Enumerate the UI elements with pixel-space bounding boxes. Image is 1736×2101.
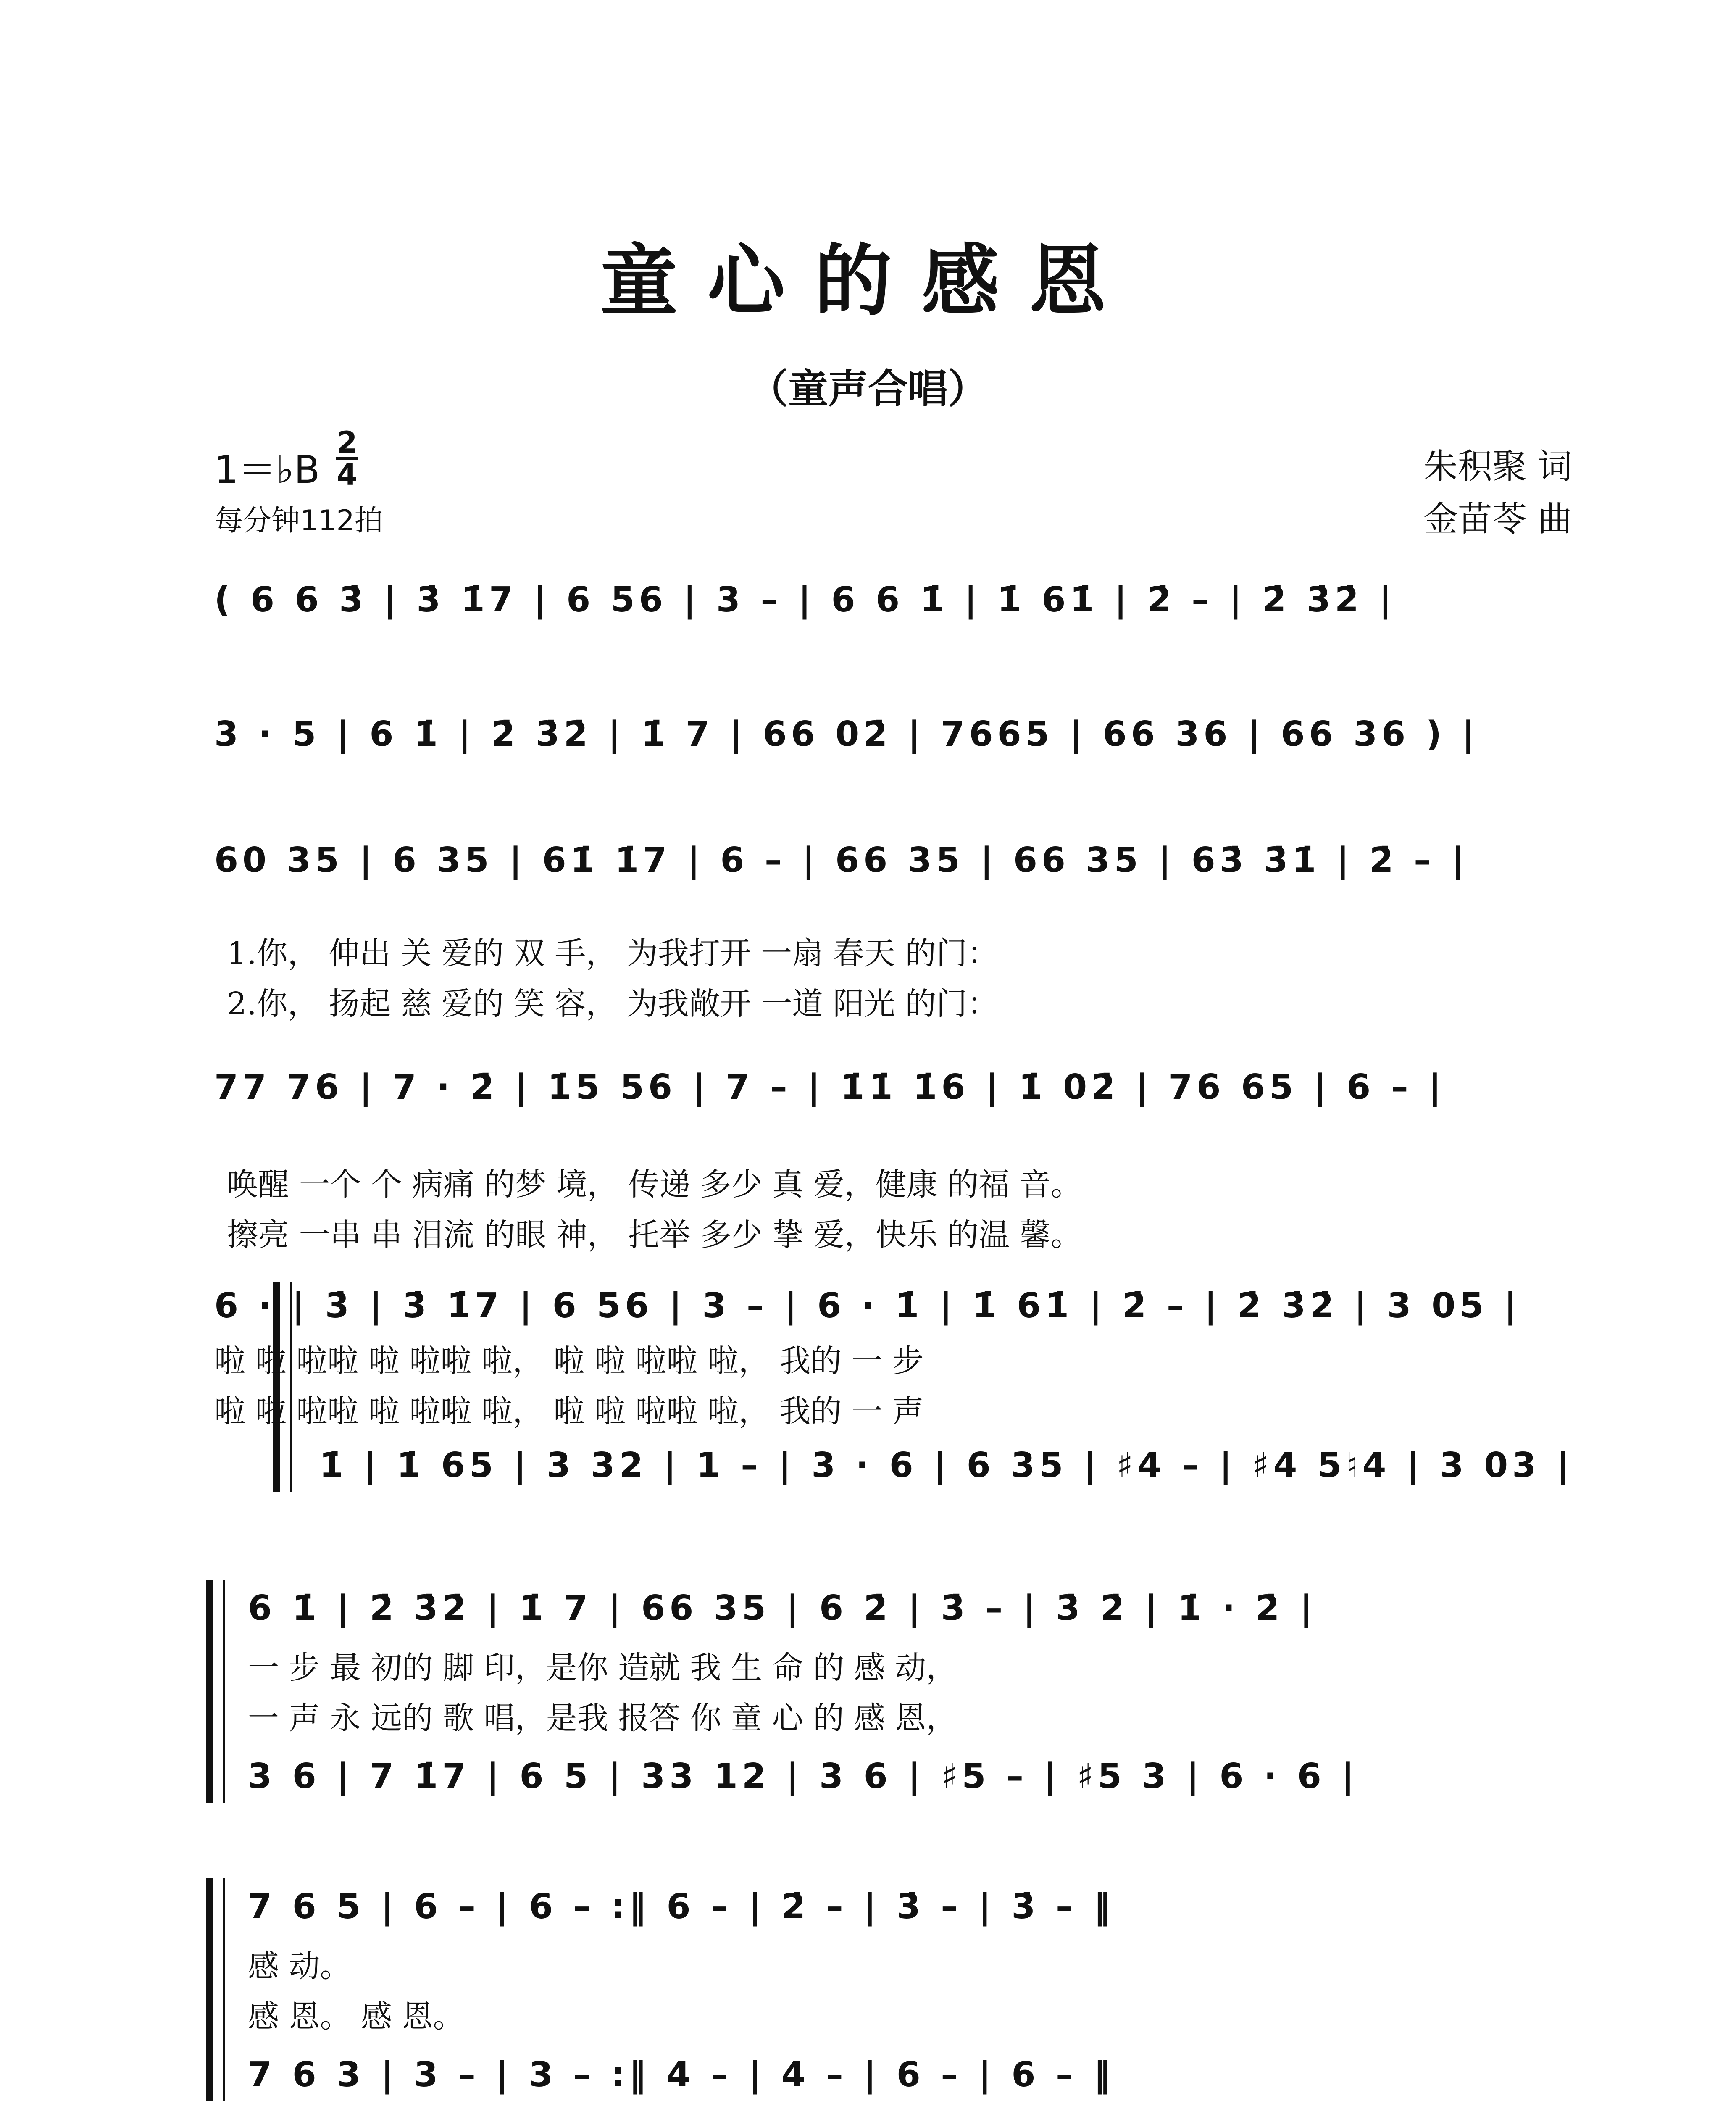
lyrics-line-4-verse2: 擦亮 一串 串 泪流 的眼 神， 托举 多少 挚 爱，快乐 的温 馨。: [227, 1217, 1082, 1253]
lyrics-line-6-verse2: 一 声 永 远的 歌 唱，是我 报答 你 童 心 的 感 恩，: [248, 1700, 957, 1736]
time-signature-top: 2: [337, 425, 358, 460]
lyrics-line-5-verse1: 啦 啦 啦啦 啦 啦啦 啦， 啦 啦 啦啦 啦， 我的 一 步: [214, 1343, 924, 1379]
notation-line-6-lower: 3 6 | 7 1̇7 | 6 5 | 33 12 | 3 6 | ♯5 – | ♯5 3 | 6 · 6 |: [248, 1756, 1359, 1796]
lyrics-line-3-verse2: 2.你， 扬起 慈 爱的 笑 容， 为我敞开 一道 阳光 的门：: [227, 986, 999, 1022]
lyrics-line-4-verse1: 唤醒 一个 个 病痛 的梦 境， 传递 多少 真 爱，健康 的福 音。: [227, 1166, 1082, 1203]
notation-line-6-upper: 6 1̇ | 2̇ 3̇2̇ | 1̇ 7 | 66 35 | 6 2̇ | 3̇ – | 3̇ 2̇ | 1̇ · 2̇ |: [248, 1588, 1317, 1628]
lyricist-credit: 朱积聚 词: [1423, 447, 1572, 487]
lyrics-line-6-verse1: 一 步 最 初的 脚 印，是你 造就 我 生 命 的 感 动，: [248, 1650, 957, 1686]
composer-credit: 金苗苓 曲: [1423, 499, 1572, 539]
subtitle: （童声合唱）: [748, 366, 988, 412]
lyrics-line-7-verse2: 感 恩。 感 恩。: [248, 1998, 464, 2035]
lyrics-line-7-verse1: 感 动。: [248, 1948, 351, 1984]
tempo-marking: 每分钟112拍: [214, 504, 383, 537]
notation-line-5-upper: 6 · | 3̇ | 3̇ 1̇7 | 6 56 | 3 – | 6 · 1̇ | 1̇ 61̇ | 2̇ – | 2̇ 3̇2̇ | 3 05 |: [214, 1286, 1521, 1326]
notation-line-7-middle: 7 6 3 | 3 – | 3 – :‖ 4 – | 4 – | 6 – | 6 – ‖: [248, 2055, 1115, 2095]
page-title: 童心的感恩: [600, 235, 1136, 326]
time-signature-bottom: 4: [337, 458, 358, 492]
notation-line-1: ( 6 6 3̇ | 3̇ 1̇7 | 6 56 | 3 – | 6 6 1̇ | 1̇ 61̇ | 2̇ – | 2̇ 3̇2̇ |: [214, 580, 1396, 620]
time-signature: [336, 425, 358, 492]
notation-line-4: 77 76 | 7 · 2̇ | 1̇5 56 | 7 – | 1̇1̇ 1̇6 | 1̇ 02̇ | 76 65 | 6 – |: [214, 1067, 1446, 1107]
system-bracket-line-6: [223, 1580, 225, 1803]
lyrics-line-5-verse2: 啦 啦 啦啦 啦 啦啦 啦， 啦 啦 啦啦 啦， 我的 一 声: [214, 1393, 924, 1430]
system-bracket-line-7: [223, 1878, 225, 2101]
notation-line-7-upper: 7 6 5 | 6 – | 6 – :‖ 6 – | 2̇ – | 3̇ – | 3̇ – ‖: [248, 1887, 1115, 1927]
system-brace-6: [206, 1580, 213, 1803]
notation-line-2: 3 · 5 | 6 1̇ | 2̇ 3̇2̇ | 1̇ 7 | 66 02̇ | 7665 | 66 36 | 66 36 ) |: [214, 714, 1479, 754]
lyrics-line-3-verse1: 1.你， 伸出 关 爱的 双 手， 为我打开 一扇 春天 的门：: [227, 935, 999, 972]
notation-line-5-lower: 1̇ | 1̇ 65 | 3 32 | 1 – | 3 · 6 | 6 35 | ♯4 – | ♯4 5♮4 | 3 03 |: [319, 1445, 1573, 1485]
notation-line-3: 60 35 | 6 35 | 61̇ 1̇7 | 6 – | 66 35 | 66 35 | 63̇ 3̇1̇ | 2̇ – |: [214, 840, 1468, 880]
system-brace-7: [206, 1878, 213, 2101]
key-signature: 1＝♭B: [214, 448, 320, 492]
